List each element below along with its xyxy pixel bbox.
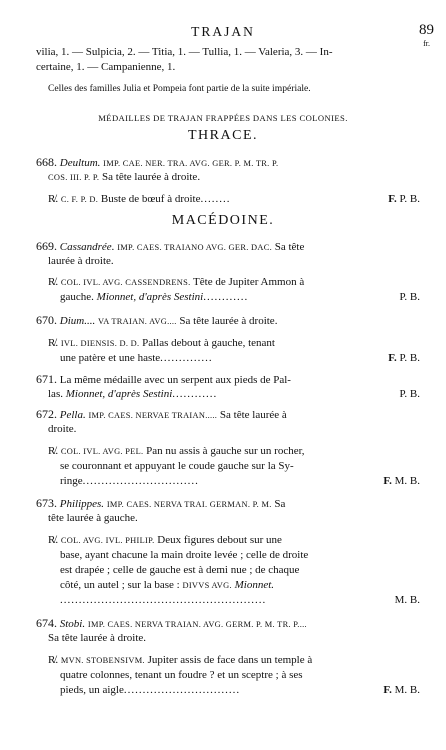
intro-line-1: vilia, 1. — Sulpicia, 2. — Titia, 1. — Tullia, 1. — Valeria, 3. — In- (36, 46, 333, 58)
entry-672-line-2: droite. (48, 423, 77, 435)
section-title: MÉDAILLES DE TRAJAN FRAPPÉES DANS LES COLONIES. (98, 113, 348, 123)
entry-670-grade: F. P. B. (388, 352, 420, 364)
reverse-symbol: R̸. (48, 193, 59, 205)
entry-670-reverse-2: une patère et une haste.............. (60, 352, 213, 364)
obverse-legend: IMP. CAE. NER. TRA. AVG. GER. P. M. TR. P. (103, 159, 279, 168)
entry-669-reverse: R̸. COL. IVL. AVG. CASSENDRENS. Tête de Jupiter Ammon à (48, 276, 305, 288)
entry-673-size: M. B. (394, 594, 420, 606)
entry-673-line-1: 673. Philippes. IMP. CAES. NERVA TRAI. GERMAN. P. M. Sa (36, 496, 286, 510)
entry-668-reverse: R̸. C. F. P. D. Buste de bœuf à droite........ (48, 193, 231, 205)
intro-line-2: certaine, 1. — Campanienne, 1. (36, 61, 176, 73)
running-title: TRAJAN (191, 24, 255, 39)
entry-672-reverse: R̸. COL. IVL. AVG. PEL. Pan nu assis à gauche sur un rocher, (48, 445, 305, 457)
entry-671-size: P. B. (399, 388, 420, 400)
entry-673-dots: ....................................................... (60, 594, 267, 606)
heading-macedoine: MACÉDOINE. (171, 213, 275, 228)
intro-line-3: Celles des familles Julia et Pompeia font partie de la suite impériale. (48, 83, 311, 94)
entry-671-line-1: 671. La même médaille avec un serpent aux pieds de Pal- (36, 372, 291, 386)
currency-label: fr. (423, 39, 430, 48)
entry-673-line-2: tête laurée à gauche. (48, 512, 138, 524)
page-number: 89 (419, 22, 434, 38)
entry-674-grade: F. M. B. (383, 684, 420, 696)
entry-672-grade: F. M. B. (383, 475, 420, 487)
entry-669-line-1: 669. Cassandrée. IMP. CAES. TRAIANO AVG. GER. DAC. Sa tête (36, 239, 305, 253)
entry-670-line-1: 670. Dium.... VA TRAIAN. AVG.... Sa tête laurée à droite. (36, 313, 278, 327)
entry-673-reverse-3: est drapée ; celle de gauche est à demi nue ; de chaque (60, 564, 300, 576)
entry-668-line-1 (36, 155, 278, 171)
entry-669-size: P. B. (399, 291, 420, 303)
entry-674-line-1: 674. Stobi. IMP. CAES. NERVA TRAIAN. AVG. GERM. P. M. TR. P.... (36, 616, 307, 630)
entry-673-reverse-2: base, ayant chacune la main droite levée ; celle de droite (60, 549, 309, 561)
entry-672-line-1: 672. Pella. IMP. CAES. NERVAE TRAIAN..... Sa tête laurée à (36, 407, 287, 421)
page-header (0, 22, 446, 48)
entry-672-reverse-3: ringe............................... (60, 475, 199, 487)
entry-671-line-2: las. Mionnet, d'après Sestini............ (48, 388, 218, 400)
entry-672-reverse-2: se couronnant et appuyant le coude gauche sur la Sy- (60, 460, 294, 472)
entry-673-reverse-4: côté, un autel ; sur la base : DIVVS AVG. Mionnet. (60, 579, 275, 591)
entry-674-line-2: Sa tête laurée à droite. (48, 632, 147, 644)
entry-number: 668. (36, 155, 57, 169)
entry-668-line-2: COS. III. P. P. Sa tête laurée à droite. (48, 171, 201, 183)
heading-thrace: THRACE. (188, 128, 258, 143)
entry-669-line-2: laurée à droite. (48, 255, 114, 267)
entry-673-reverse: R̸. COL. AVG. IVL. PHILIP. Deux figures debout sur une (48, 534, 282, 546)
entry-669-reverse-2: gauche. Mionnet, d'après Sestini............ (60, 291, 249, 303)
entry-674-reverse: R̸. MVN. STOBENSIVM. Jupiter assis de face dans un temple à (48, 654, 313, 666)
entry-670-reverse: R̸. IVL. DIENSIS. D. D. Pallas debout à gauche, tenant (48, 337, 275, 349)
city-name: Deultum. (59, 157, 101, 169)
entry-674-reverse-2: quatre colonnes, tenant un foudre ? et un sceptre ; à ses (60, 669, 303, 681)
entry-674-reverse-3: pieds, un aigle............................... (60, 684, 241, 696)
entry-668-grade: F. P. B. (388, 193, 420, 205)
